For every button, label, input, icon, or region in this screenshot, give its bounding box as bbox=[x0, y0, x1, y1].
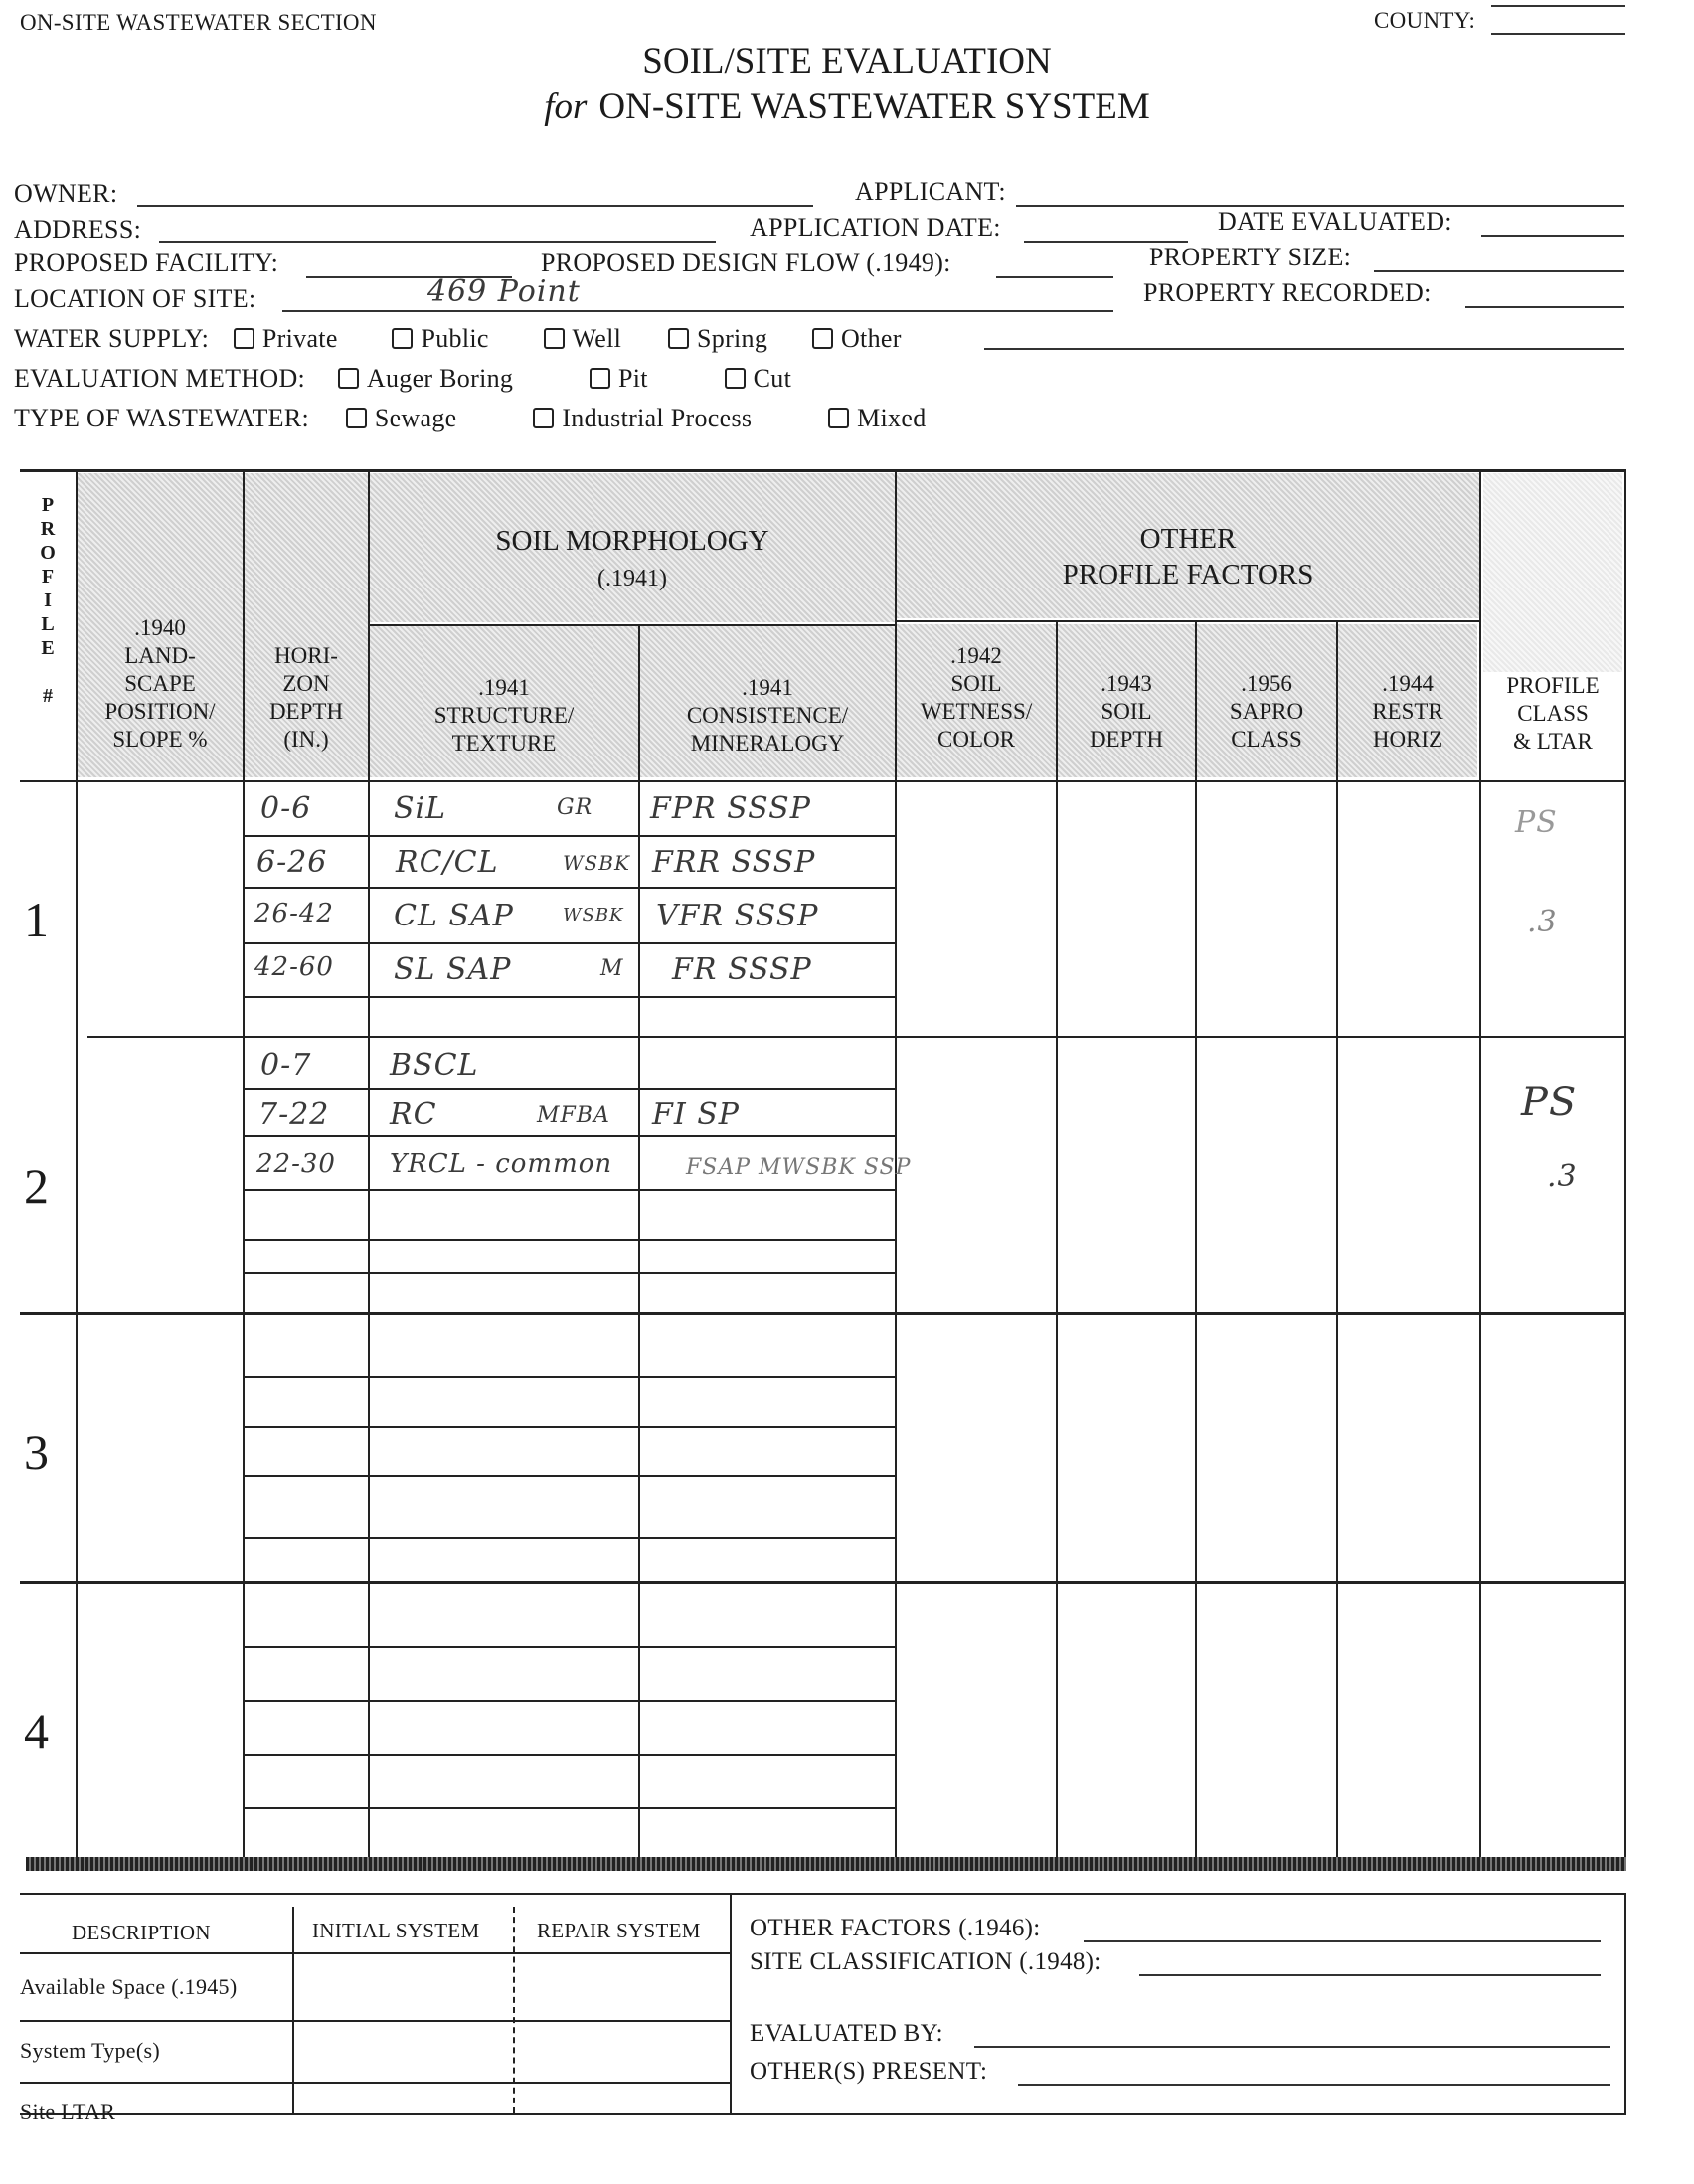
horizon-depth: 7-22 bbox=[258, 1097, 330, 1132]
repair-system-header: REPAIR SYSTEM bbox=[537, 1919, 701, 1942]
horizon-depth: 0-7 bbox=[260, 1048, 312, 1083]
profile-class-value: PS bbox=[1521, 1080, 1578, 1125]
col-divider bbox=[1336, 622, 1338, 1857]
structure-header: .1941 STRUCTURE/ TEXTURE bbox=[433, 675, 575, 756]
ltar-value: .3 bbox=[1547, 1159, 1578, 1194]
profile-separator bbox=[20, 1581, 1626, 1584]
summary-top-rule bbox=[20, 1893, 1626, 1895]
summary-bottom-rule bbox=[20, 2113, 1626, 2115]
table-top-rule bbox=[20, 469, 1626, 472]
other-factors-label: OTHER FACTORS (.1946): bbox=[750, 1915, 1041, 1941]
summary-row-label: Available Space (.1945) bbox=[20, 1974, 238, 1999]
type-mixed-option[interactable]: Mixed bbox=[828, 404, 926, 432]
summary-row-rule bbox=[20, 2082, 730, 2084]
property-size-field[interactable] bbox=[1374, 270, 1624, 272]
structure-texture: CL SAP bbox=[394, 899, 514, 933]
soil-morphology-header: SOIL MORPHOLOGY (.1941) bbox=[495, 525, 769, 591]
address-label: ADDRESS: bbox=[14, 215, 142, 244]
horizon-row-rule bbox=[243, 1135, 895, 1137]
site-classification-field[interactable] bbox=[1139, 1974, 1601, 1976]
method-auger-option[interactable]: Auger Boring bbox=[338, 364, 513, 393]
checkbox-icon[interactable] bbox=[725, 368, 746, 389]
structure-texture: YRCL - common bbox=[390, 1149, 613, 1179]
property-recorded-field[interactable] bbox=[1465, 306, 1624, 308]
evaluation-method-label: EVALUATION METHOD: bbox=[14, 364, 306, 393]
profile-separator bbox=[87, 1036, 1626, 1038]
horizon-depth: 42-60 bbox=[254, 952, 334, 982]
location-field[interactable] bbox=[282, 310, 1113, 312]
water-spring-option[interactable]: Spring bbox=[668, 324, 767, 353]
evaluated-by-label: EVALUATED BY: bbox=[750, 2020, 943, 2047]
wastewater-type-row bbox=[14, 404, 927, 433]
applicant-label: APPLICANT: bbox=[855, 177, 1006, 206]
location-label: LOCATION OF SITE: bbox=[14, 284, 256, 313]
design-flow-label: PROPOSED DESIGN FLOW (.1949): bbox=[541, 249, 951, 277]
structure-texture: RC bbox=[390, 1097, 437, 1132]
horizon-row-rule bbox=[243, 1239, 895, 1241]
restr-horiz-header: .1944 RESTR HORIZ bbox=[1372, 671, 1443, 752]
consistence-mineralogy: FPR SSSP bbox=[650, 791, 811, 826]
water-public-option[interactable]: Public bbox=[392, 324, 488, 353]
property-size-label: PROPERTY SIZE: bbox=[1149, 243, 1352, 271]
consistence-mineralogy: FSAP MWSBK SSP bbox=[686, 1155, 912, 1180]
col-divider bbox=[638, 624, 640, 1857]
profile-number: 2 bbox=[24, 1158, 50, 1214]
col-divider bbox=[1056, 622, 1058, 1857]
date-evaluated-label: DATE EVALUATED: bbox=[1218, 207, 1452, 236]
top-right-rule bbox=[1491, 5, 1625, 7]
date-evaluated-field[interactable] bbox=[1481, 235, 1624, 237]
type-industrial-option[interactable]: Industrial Process bbox=[533, 404, 752, 432]
evaluation-method-row bbox=[14, 364, 791, 394]
section-label: ON-SITE WASTEWATER SECTION bbox=[20, 10, 377, 35]
profile-number-header: P R O F I L E # bbox=[40, 494, 56, 707]
other-factors-subrule bbox=[897, 620, 1479, 622]
horizon-depth: 26-42 bbox=[254, 899, 334, 928]
form-subtitle: for ON-SITE WASTEWATER SYSTEM bbox=[544, 86, 1150, 127]
site-classification-label: SITE CLASSIFICATION (.1948): bbox=[750, 1948, 1101, 1975]
county-field[interactable] bbox=[1491, 33, 1625, 35]
checkbox-icon[interactable] bbox=[828, 408, 849, 428]
type-sewage-option[interactable]: Sewage bbox=[346, 404, 457, 432]
checkbox-icon[interactable] bbox=[590, 368, 610, 389]
horizon-row-rule bbox=[243, 887, 895, 889]
summary-row-rule bbox=[20, 1952, 730, 1954]
others-present-field[interactable] bbox=[1018, 2084, 1610, 2086]
others-present-label: OTHER(S) PRESENT: bbox=[750, 2058, 988, 2085]
morphology-subrule bbox=[370, 624, 895, 626]
horizon-row-rule bbox=[243, 1189, 895, 1191]
ltar-value: .3 bbox=[1527, 905, 1558, 939]
checkbox-icon[interactable] bbox=[392, 328, 413, 349]
profile-number: 3 bbox=[24, 1425, 50, 1480]
consistence-mineralogy: FI SP bbox=[652, 1097, 740, 1132]
summary-row-rule bbox=[20, 2020, 730, 2022]
consistence-mineralogy: FR SSSP bbox=[672, 952, 812, 987]
water-other-option[interactable]: Other bbox=[812, 324, 902, 353]
description-header: DESCRIPTION bbox=[72, 1921, 211, 1944]
horizon-row-rule bbox=[243, 1088, 895, 1090]
horizon-row-rule bbox=[243, 1475, 895, 1477]
checkbox-icon[interactable] bbox=[544, 328, 565, 349]
checkbox-icon[interactable] bbox=[533, 408, 554, 428]
horizon-depth: 0-6 bbox=[260, 791, 312, 826]
water-other-field[interactable] bbox=[984, 348, 1624, 350]
design-flow-field[interactable] bbox=[996, 276, 1113, 278]
checkbox-icon[interactable] bbox=[338, 368, 359, 389]
col-divider bbox=[1624, 471, 1626, 1857]
landscape-header: .1940 LAND- SCAPE POSITION/ SLOPE % bbox=[104, 615, 216, 752]
location-value: 469 Point bbox=[427, 274, 581, 309]
application-date-label: APPLICATION DATE: bbox=[750, 213, 1001, 242]
water-supply-row bbox=[14, 324, 902, 354]
structure-texture: RC/CL bbox=[396, 845, 499, 880]
summary-row-label: System Type(s) bbox=[20, 2038, 160, 2063]
structure-note: M bbox=[600, 956, 624, 981]
horizon-depth: 6-26 bbox=[256, 845, 328, 880]
structure-note: MFBA bbox=[537, 1103, 610, 1128]
other-factors-field[interactable] bbox=[1084, 1940, 1601, 1942]
county-label: COUNTY: bbox=[1374, 8, 1476, 33]
horizon-row-rule bbox=[243, 1807, 895, 1809]
horizon-row-rule bbox=[243, 1646, 895, 1648]
structure-texture: SL SAP bbox=[394, 952, 512, 987]
col-divider bbox=[1195, 622, 1197, 1857]
checkbox-icon[interactable] bbox=[234, 328, 254, 349]
water-supply-label: WATER SUPPLY: bbox=[14, 324, 210, 353]
owner-label: OWNER: bbox=[14, 179, 118, 208]
horizon-row-rule bbox=[243, 835, 895, 837]
horizon-row-rule bbox=[243, 1426, 895, 1428]
consistence-mineralogy: FRR SSSP bbox=[652, 845, 816, 880]
consistence-mineralogy: VFR SSSP bbox=[656, 899, 819, 933]
horizon-row-rule bbox=[243, 1272, 895, 1274]
profile-class-value: PS bbox=[1515, 805, 1558, 840]
soil-depth-header: .1943 SOIL DEPTH bbox=[1089, 671, 1164, 752]
summary-col-divider bbox=[730, 1893, 732, 2113]
structure-texture: BSCL bbox=[390, 1048, 479, 1083]
consistence-header: .1941 CONSISTENCE/ MINERALOGY bbox=[686, 675, 849, 756]
profile-class-header: PROFILE CLASS & LTAR bbox=[1506, 673, 1600, 754]
profile-separator bbox=[20, 1312, 1626, 1315]
method-pit-option[interactable]: Pit bbox=[590, 364, 648, 393]
checkbox-icon[interactable] bbox=[668, 328, 689, 349]
initial-system-header: INITIAL SYSTEM bbox=[312, 1919, 480, 1942]
horizon-row-rule bbox=[243, 942, 895, 944]
horizon-row-rule bbox=[243, 1376, 895, 1378]
evaluated-by-field[interactable] bbox=[974, 2046, 1610, 2048]
sapro-class-header: .1956 SAPRO CLASS bbox=[1229, 671, 1304, 752]
method-cut-option[interactable]: Cut bbox=[725, 364, 791, 393]
summary-right-rule bbox=[1624, 1893, 1626, 2113]
wastewater-type-label: TYPE OF WASTEWATER: bbox=[14, 404, 310, 432]
horizon-row-rule bbox=[243, 996, 895, 998]
horizon-depth: 22-30 bbox=[256, 1149, 336, 1179]
structure-note: GR bbox=[557, 795, 593, 820]
other-factors-header: OTHER PROFILE FACTORS bbox=[1062, 523, 1314, 590]
profile-number: 4 bbox=[24, 1703, 50, 1759]
structure-note: WSBK bbox=[563, 905, 624, 925]
checkbox-icon[interactable] bbox=[346, 408, 367, 428]
horizon-row-rule bbox=[243, 1754, 895, 1756]
profile-number: 1 bbox=[24, 892, 50, 947]
summary-row-label: Site LTAR bbox=[20, 2100, 116, 2124]
water-well-option[interactable]: Well bbox=[544, 324, 622, 353]
horizon-row-rule bbox=[243, 1537, 895, 1539]
property-recorded-label: PROPERTY RECORDED: bbox=[1143, 278, 1432, 307]
owner-field[interactable] bbox=[137, 205, 813, 207]
checkbox-icon[interactable] bbox=[812, 328, 833, 349]
horizon-row-rule bbox=[243, 1700, 895, 1702]
form-title: SOIL/SITE EVALUATION bbox=[642, 41, 1052, 82]
proposed-facility-label: PROPOSED FACILITY: bbox=[14, 249, 279, 277]
structure-texture: SiL bbox=[394, 791, 447, 826]
wetness-header: .1942 SOIL WETNESS/ COLOR bbox=[920, 643, 1033, 752]
address-field[interactable] bbox=[159, 241, 716, 243]
horizon-header: HORI- ZON DEPTH (IN.) bbox=[268, 643, 344, 752]
water-private-option[interactable]: Private bbox=[234, 324, 338, 353]
table-bottom-band bbox=[26, 1857, 1626, 1871]
structure-note: WSBK bbox=[563, 851, 630, 875]
class-header-shade bbox=[1483, 473, 1622, 672]
header-bottom-rule bbox=[20, 780, 1626, 782]
